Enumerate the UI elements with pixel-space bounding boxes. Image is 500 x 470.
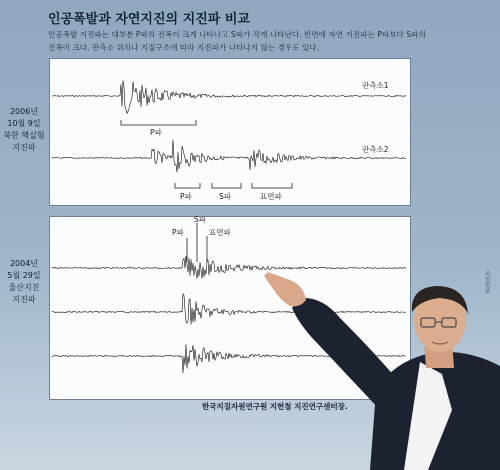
phase-markers — [187, 223, 207, 262]
event2-label-line: 2004년 — [9, 259, 39, 268]
p-wave-bracket-1 — [121, 120, 196, 125]
p-wave-marker-label: P파 — [172, 228, 184, 237]
station1-label: 관측소1 — [362, 81, 389, 90]
station2-label: 관측소2 — [362, 145, 389, 154]
event1-label-line: 10월 9일 — [7, 119, 41, 128]
person-photo — [264, 272, 500, 470]
vertical-credit: 조선일보 — [483, 270, 490, 294]
phase-brackets-2 — [175, 183, 292, 188]
surface-wave-marker-label: 표면파 — [209, 228, 231, 237]
photo-credit: 한국지질자원연구원 지헌철 지진연구센터장. — [202, 402, 348, 411]
event2-label-line: 지진파 — [12, 295, 36, 304]
surface-wave-label-2: 표면파 — [260, 192, 282, 201]
description-text: 인공폭발 지진파는 대부분 P파의 진폭이 크게 나타나고 S파가 작게 나타난다. 반면에 자연 지진파는 P파보다 S파의 진폭이 크다. 관측소 위치나 지질구조에 따라 지진파가 나타나지 않는 경우도 있다. — [48, 30, 426, 52]
trace-station1 — [52, 80, 406, 113]
event1-label-line: 북한 핵실험 — [3, 131, 45, 140]
s-wave-marker-label: S파 — [194, 215, 207, 224]
trace-earthquake-1 — [52, 256, 406, 279]
trace-earthquake-2 — [52, 294, 406, 325]
s-wave-label-2: S파 — [219, 192, 232, 201]
event2-label-line: 울산지진 — [8, 283, 40, 292]
page-title: 인공폭발과 자연지진의 지진파 비교 — [48, 12, 250, 27]
p-wave-label-2: P파 — [180, 192, 192, 201]
event1-label-line: 지진파 — [12, 143, 36, 152]
event1-label-line: 2006년 — [9, 107, 39, 116]
p-wave-label-1: P파 — [150, 128, 162, 137]
seismogram-traces — [52, 80, 406, 373]
event2-label-line: 5월 29일 — [7, 271, 41, 280]
trace-station2 — [52, 140, 406, 173]
